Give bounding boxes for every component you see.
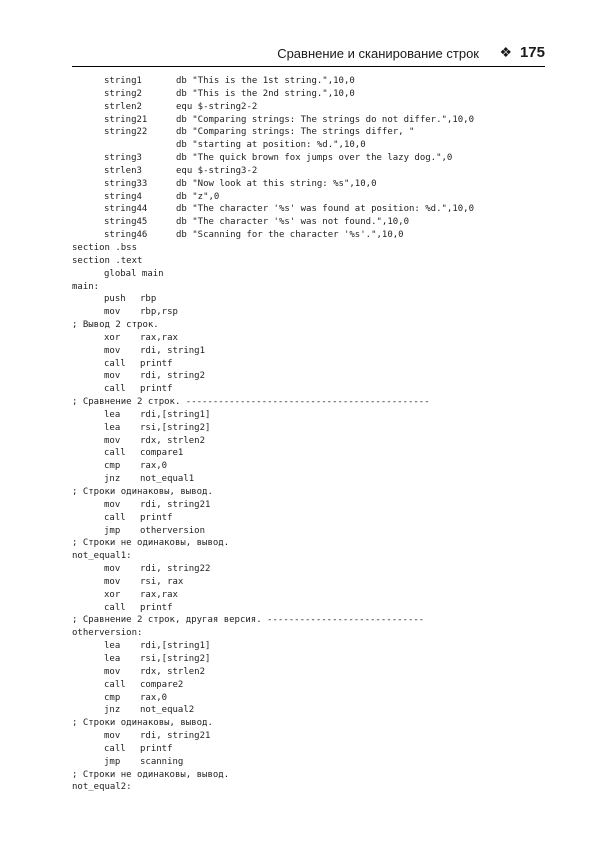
running-header <box>72 44 545 67</box>
code-operand: rdi, string21 <box>140 499 211 510</box>
code-mnemonic: lea <box>104 409 121 420</box>
code-label: string46 <box>104 230 148 241</box>
code-line <box>72 191 552 204</box>
code-mnemonic: jnz <box>104 474 121 485</box>
code-operand: not_equal2 <box>140 705 195 716</box>
code-label: string22 <box>104 127 148 138</box>
code-line <box>72 75 552 88</box>
code-line <box>72 563 552 576</box>
code-label: string2 <box>104 88 142 99</box>
code-operand: rdi, string22 <box>140 564 211 575</box>
code-line <box>72 692 552 705</box>
code-line <box>72 499 552 512</box>
code-operand: equ $-string2-2 <box>176 101 258 112</box>
code-line <box>72 306 552 319</box>
code-operand: db "This is the 2nd string.",10,0 <box>176 88 355 99</box>
code-operand: not_equal1 <box>140 474 195 485</box>
code-line <box>72 152 552 165</box>
code-line <box>72 602 552 615</box>
code-line <box>72 268 552 281</box>
code-operand: db "The quick brown fox jumps over the lazy dog.",0 <box>176 153 453 164</box>
code-label: string3 <box>104 153 142 164</box>
code-mnemonic: call <box>104 448 126 459</box>
code-line <box>72 409 552 422</box>
code-line <box>72 781 552 794</box>
code-label: string33 <box>104 178 148 189</box>
code-operand: printf <box>140 384 173 395</box>
code-line <box>72 679 552 692</box>
code-operand: db "The character '%s' was not found.",10,0 <box>176 217 409 228</box>
code-operand: db "starting at position: %d.",10,0 <box>176 140 366 151</box>
code-operand: rdi, string21 <box>140 731 211 742</box>
code-line <box>72 704 552 717</box>
code-mnemonic: cmp <box>104 461 121 472</box>
code-text: section .bss <box>72 242 138 253</box>
code-operand: printf <box>140 602 173 613</box>
code-operand: rdi,[string1] <box>140 641 211 652</box>
code-label: string44 <box>104 204 148 215</box>
code-operand: compare2 <box>140 679 184 690</box>
code-operand: db "The character '%s' was found at position: %d.",10,0 <box>176 204 475 215</box>
code-line <box>72 550 552 563</box>
code-line <box>72 769 552 782</box>
code-text: ; Вывод 2 строк. <box>72 320 159 331</box>
code-mnemonic: jnz <box>104 705 121 716</box>
code-label: strlen3 <box>104 165 142 176</box>
code-line <box>72 435 552 448</box>
code-mnemonic: mov <box>104 371 121 382</box>
code-label: string45 <box>104 217 148 228</box>
code-operand: rdi, string1 <box>140 345 206 356</box>
code-line <box>72 537 552 550</box>
code-line <box>72 525 552 538</box>
code-operand: db "Comparing strings: The strings differ, " <box>176 127 415 138</box>
code-mnemonic: lea <box>104 641 121 652</box>
code-operand: printf <box>140 512 173 523</box>
code-line <box>72 126 552 139</box>
code-mnemonic: lea <box>104 653 121 664</box>
code-line <box>72 653 552 666</box>
code-operand: rdi,[string1] <box>140 409 211 420</box>
code-line <box>72 139 552 152</box>
code-operand: scanning <box>140 756 184 767</box>
code-mnemonic: push <box>104 294 126 305</box>
code-operand: rax,0 <box>140 692 168 703</box>
code-line <box>72 666 552 679</box>
code-mnemonic: jmp <box>104 525 121 536</box>
code-line <box>72 281 552 294</box>
code-operand: equ $-string3-2 <box>176 165 258 176</box>
code-line <box>72 229 552 242</box>
code-line <box>72 422 552 435</box>
code-operand: printf <box>140 358 173 369</box>
code-mnemonic: jmp <box>104 756 121 767</box>
code-text: section .text <box>72 255 143 266</box>
code-operand: db "z",0 <box>176 191 220 202</box>
code-line <box>72 743 552 756</box>
code-line <box>72 370 552 383</box>
code-line <box>72 293 552 306</box>
code-line <box>72 756 552 769</box>
code-line <box>72 460 552 473</box>
code-operand: rdx, strlen2 <box>140 435 206 446</box>
code-operand: db "Scanning for the character '%s'.",10,0 <box>176 230 404 241</box>
code-text: main: <box>72 281 100 292</box>
code-mnemonic: call <box>104 512 126 523</box>
code-mnemonic: mov <box>104 731 121 742</box>
code-text: ; Строки не одинаковы, вывод. <box>72 538 230 549</box>
code-line <box>72 614 552 627</box>
code-mnemonic: cmp <box>104 692 121 703</box>
code-mnemonic: mov <box>104 564 121 575</box>
code-line <box>72 589 552 602</box>
code-mnemonic: call <box>104 679 126 690</box>
code-mnemonic: call <box>104 743 126 754</box>
code-line <box>72 242 552 255</box>
code-line <box>72 447 552 460</box>
code-label: string21 <box>104 114 148 125</box>
code-line <box>72 114 552 127</box>
code-line <box>72 165 552 178</box>
code-line <box>72 88 552 101</box>
code-mnemonic: mov <box>104 435 121 446</box>
code-line <box>72 203 552 216</box>
code-line <box>72 358 552 371</box>
code-line <box>72 178 552 191</box>
code-mnemonic: mov <box>104 345 121 356</box>
code-operand: rdi, string2 <box>140 371 206 382</box>
chapter-title: Сравнение и сканирование строк <box>277 46 479 61</box>
code-label: strlen2 <box>104 101 142 112</box>
code-line <box>72 730 552 743</box>
code-line <box>72 473 552 486</box>
code-label: string1 <box>104 76 142 86</box>
code-line <box>72 486 552 499</box>
code-line <box>72 101 552 114</box>
code-line <box>72 576 552 589</box>
code-line <box>72 332 552 345</box>
code-line <box>72 345 552 358</box>
code-line <box>72 627 552 640</box>
code-listing <box>72 75 552 794</box>
code-operand: printf <box>140 743 173 754</box>
code-operand: rbp,rsp <box>140 307 178 318</box>
code-operand: compare1 <box>140 448 184 459</box>
code-line <box>72 396 552 409</box>
code-label: string4 <box>104 191 142 202</box>
code-mnemonic: mov <box>104 666 121 677</box>
code-operand: rsi, rax <box>140 576 184 587</box>
code-line <box>72 255 552 268</box>
code-operand: rax,0 <box>140 461 168 472</box>
ornament-icon: ❖ <box>499 44 512 60</box>
code-text: ; Строки не одинаковы, вывод. <box>72 769 230 780</box>
code-text: not_equal1: <box>72 551 132 562</box>
code-line <box>72 216 552 229</box>
code-line <box>72 717 552 730</box>
code-operand: rbp <box>140 294 157 305</box>
code-operand: rax,rax <box>140 332 178 343</box>
code-mnemonic: lea <box>104 422 121 433</box>
code-mnemonic: call <box>104 384 126 395</box>
code-operand: rsi,[string2] <box>140 653 211 664</box>
code-text: ; Сравнение 2 строк, другая версия. ----------------------------- <box>72 615 425 626</box>
code-operand: db "Comparing strings: The strings do not differ.",10,0 <box>176 114 475 125</box>
code-text: otherversion: <box>72 628 143 639</box>
code-mnemonic: mov <box>104 307 121 318</box>
code-mnemonic: xor <box>104 332 121 343</box>
code-text: ; Строки одинаковы, вывод. <box>72 718 213 729</box>
code-operand: otherversion <box>140 525 206 536</box>
code-text: global main <box>104 268 164 279</box>
code-operand: rax,rax <box>140 589 178 600</box>
code-mnemonic: call <box>104 358 126 369</box>
code-operand: rdx, strlen2 <box>140 666 206 677</box>
code-line <box>72 383 552 396</box>
code-mnemonic: call <box>104 602 126 613</box>
code-line <box>72 512 552 525</box>
code-line <box>72 640 552 653</box>
code-mnemonic: mov <box>104 499 121 510</box>
code-mnemonic: xor <box>104 589 121 600</box>
code-operand: db "This is the 1st string.",10,0 <box>176 76 355 86</box>
code-operand: db "Now look at this string: %s",10,0 <box>176 178 377 189</box>
page-number: 175 <box>519 44 545 61</box>
code-text: ; Строки одинаковы, вывод. <box>72 487 213 497</box>
code-text: ; Сравнение 2 строк. --------------------------------------------- <box>72 397 430 408</box>
code-line <box>72 319 552 332</box>
code-operand: rsi,[string2] <box>140 422 211 433</box>
code-mnemonic: mov <box>104 576 121 587</box>
code-text: not_equal2: <box>72 782 132 793</box>
